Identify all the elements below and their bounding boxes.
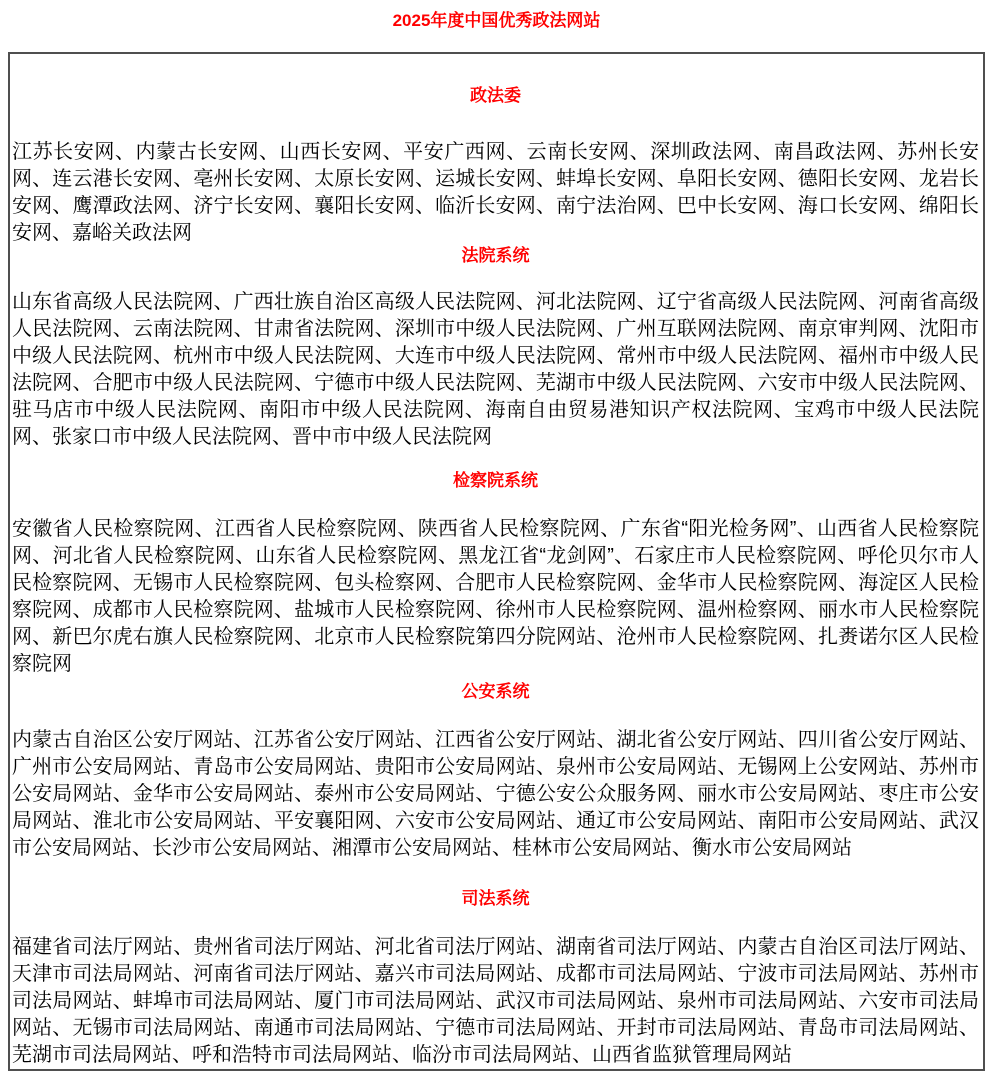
site-list-justice-system: 福建省司法厅网站、贵州省司法厅网站、河北省司法厅网站、湖南省司法厅网站、内蒙古自治区司法厅网站、天津市司法局网站、河南省司法厅网站、嘉兴市司法局网站、成都市司法局网站、宁波市司法局网站、苏州市司法局网站、蚌埠市司法局网站、厦门市司法局网站、武汉市司法局网站、泉州市司法局网站、六安市司法局网站、无锡市司法局网站、南通市司法局网站、宁德市司法局网站、开封市司法局网站、青岛市司法局网站、芜湖市司法局网站、呼和浩特市司法局网站、临汾市司法局网站、山西省监狱管理局网站 (12, 936, 979, 1066)
site-list-procuratorate-system: 安徽省人民检察院网、江西省人民检察院网、陕西省人民检察院网、广东省“阳光检务网”、山西省人民检察院网、河北省人民检察院网、山东省人民检察院网、黑龙江省“龙剑网”、石家庄市人民检察院网、呼伦贝尔市人民检察院网、无锡市人民检察院网、包头检察网、合肥市人民检察院网、金华市人民检察院网、海淀区人民检察院网、成都市人民检察院网、盐城市人民检察院网、徐州市人民检察院网、温州检察网、丽水市人民检察院网、新巴尔虎右旗人民检察院网、北京市人民检察院第四分院网站、沧州市人民检察院网、扎赉诺尔区人民检察院网 (12, 518, 979, 675)
site-list-court-system: 山东省高级人民法院网、广西壮族自治区高级人民法院网、河北法院网、辽宁省高级人民法院网、河南省高级人民法院网、云南法院网、甘肃省法院网、深圳市中级人民法院网、广州互联网法院网、南京审判网、沈阳市中级人民法院网、杭州市中级人民法院网、大连市中级人民法院网、常州市中级人民法院网、福州市中级人民法院网、合肥市中级人民法院网、宁德市中级人民法院网、芜湖市中级人民法院网、六安市中级人民法院网、驻马店市中级人民法院网、南阳市中级人民法院网、海南自由贸易港知识产权法院网、宝鸡市中级人民法院网、张家口市中级人民法院网、晋中市中级人民法院网 (12, 291, 979, 448)
site-list-zhengfawei: 江苏长安网、内蒙古长安网、山西长安网、平安广西网、云南长安网、深圳政法网、南昌政法网、苏州长安网、连云港长安网、亳州长安网、太原长安网、运城长安网、蚌埠长安网、阜阳长安网、德阳长安网、龙岩长安网、鹰潭政法网、济宁长安网、襄阳长安网、临沂长安网、南宁法治网、巴中长安网、海口长安网、绵阳长安网、嘉峪关政法网 (12, 141, 979, 244)
site-list-public-security-system: 内蒙古自治区公安厅网站、江苏省公安厅网站、江西省公安厅网站、湖北省公安厅网站、四川省公安厅网站、广州市公安局网站、青岛市公安局网站、贵阳市公安局网站、泉州市公安局网站、无锡网上公安网站、苏州市公安局网站、金华市公安局网站、泰州市公安局网站、宁德公安公众服务网、丽水市公安局网站、枣庄市公安局网站、淮北市公安局网站、平安襄阳网、六安市公安局网站、通辽市公安局网站、南阳市公安局网站、武汉市公安局网站、长沙市公安局网站、湘潭市公安局网站、桂林市公安局网站、衡水市公安局网站 (12, 729, 979, 859)
page-title: 2025年度中国优秀政法网站 (392, 11, 601, 30)
section-title-court-system: 法院系统 (461, 246, 530, 265)
awards-content-box (8, 52, 985, 1071)
section-title-justice-system: 司法系统 (461, 889, 530, 908)
section-title-public-security-system: 公安系统 (461, 682, 530, 701)
section-title-zhengfawei: 政法委 (470, 86, 521, 105)
section-title-procuratorate-system: 检察院系统 (453, 471, 538, 490)
